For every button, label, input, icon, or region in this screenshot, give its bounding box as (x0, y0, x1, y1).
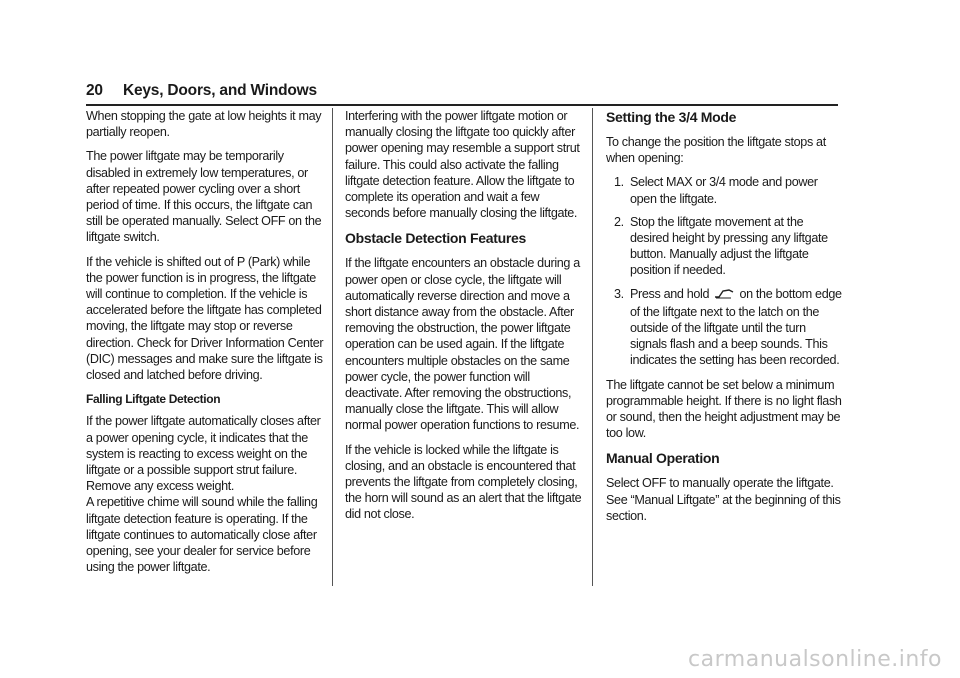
column-2 (345, 108, 583, 531)
step-text: Select MAX or 3/4 mode and power open the liftgate. (630, 175, 818, 206)
step-number: 1. (614, 175, 624, 190)
paragraph: When stopping the gate at low heights it may partially reopen. (86, 109, 322, 140)
sub-heading-falling-liftgate: Falling Liftgate Detection (86, 392, 221, 407)
paragraph: A repetitive chime will sound while the falling liftgate detection feature is operating. If the liftgate continues to automatically close after opening, see your dealer for service before using the power liftgate. (86, 495, 318, 575)
paragraph: Interfering with the power liftgate motion or manually closing the liftgate too quickly after power opening may resemble a support strut failure. This could also activate the falling liftgate detection feature. Allow the liftgate to complete its operation and wait a few seconds before manually closing the liftgate. (345, 109, 580, 221)
paragraph: If the vehicle is shifted out of P (Park) while the power function is in progress, the liftgate will continue to completion. If the vehicle is accelerated before the liftgate has completed moving, the liftgate may stop or reverse direction. Check for Driver Information Center (DIC) messages and make sure the liftgate is closed and latched before driving. (86, 254, 324, 383)
list-item (606, 174, 844, 206)
heading-obstacle-detection: Obstacle Detection Features (345, 230, 526, 247)
step-text-after: on the bottom edge of the liftgate next to the latch on the outside of the liftgate until the turn signals flash and a beep sounds. This indicates the setting has been recorded. (630, 286, 842, 368)
paragraph: If the liftgate encounters an obstacle during a power open or close cycle, the liftgate will automatically reverse direction and move a short distance away from the obstacle. After removing the obstruction, the power liftgate operation can be used again. If the liftgate encounters multiple obstacles on the same power cycle, the power function will deactivate. After removing the obstructions, manually close the liftgate. This will allow normal power operation functions to resume. (345, 256, 580, 433)
header-rule (86, 104, 838, 106)
paragraph: The liftgate cannot be set below a minimum programmable height. If there is no light flash or sound, then the height adjustment may be too low. (606, 377, 842, 441)
step-text-before: Press and hold (630, 286, 710, 301)
liftgate-icon (714, 288, 734, 304)
list-item (606, 214, 844, 279)
section-title: Keys, Doors, and Windows (122, 82, 317, 99)
page-header (86, 82, 317, 100)
list-item (606, 286, 844, 369)
step-number: 2. (614, 214, 624, 229)
column-3 (606, 108, 844, 532)
watermark: carmanualsonline.info (688, 647, 942, 672)
page-number: 20 (86, 82, 103, 99)
paragraph: To change the position the liftgate stops at when opening: (606, 135, 826, 166)
column-1 (86, 108, 324, 583)
column-divider (332, 108, 333, 586)
heading-manual-operation: Manual Operation (606, 450, 720, 467)
step-text: Stop the liftgate movement at the desired height by pressing any liftgate button. Manually adjust the liftgate position if needed. (630, 214, 828, 278)
paragraph: Select OFF to manually operate the liftgate. See “Manual Liftgate” at the beginning of this section. (606, 476, 841, 523)
heading-setting-3-4-mode: Setting the 3/4 Mode (606, 109, 737, 125)
step-number: 3. (614, 286, 624, 301)
paragraph: If the power liftgate automatically closes after a power opening cycle, it indicates that the system is reacting to excess weight on the liftgate or a possible support strut failure. Remove any excess weight. (86, 414, 321, 494)
paragraph: The power liftgate may be temporarily disabled in extremely low temperatures, or after repeated power cycling over a short period of time. If this occurs, the liftgate can still be operated manually. Select OFF on the liftgate switch. (86, 149, 322, 245)
paragraph: If the vehicle is locked while the liftgate is closing, and an obstacle is encountered that prevents the liftgate from completely closing, the horn will sound as an alert that the liftgate did not close. (345, 442, 582, 522)
steps-list (606, 174, 844, 368)
column-divider (592, 108, 593, 586)
